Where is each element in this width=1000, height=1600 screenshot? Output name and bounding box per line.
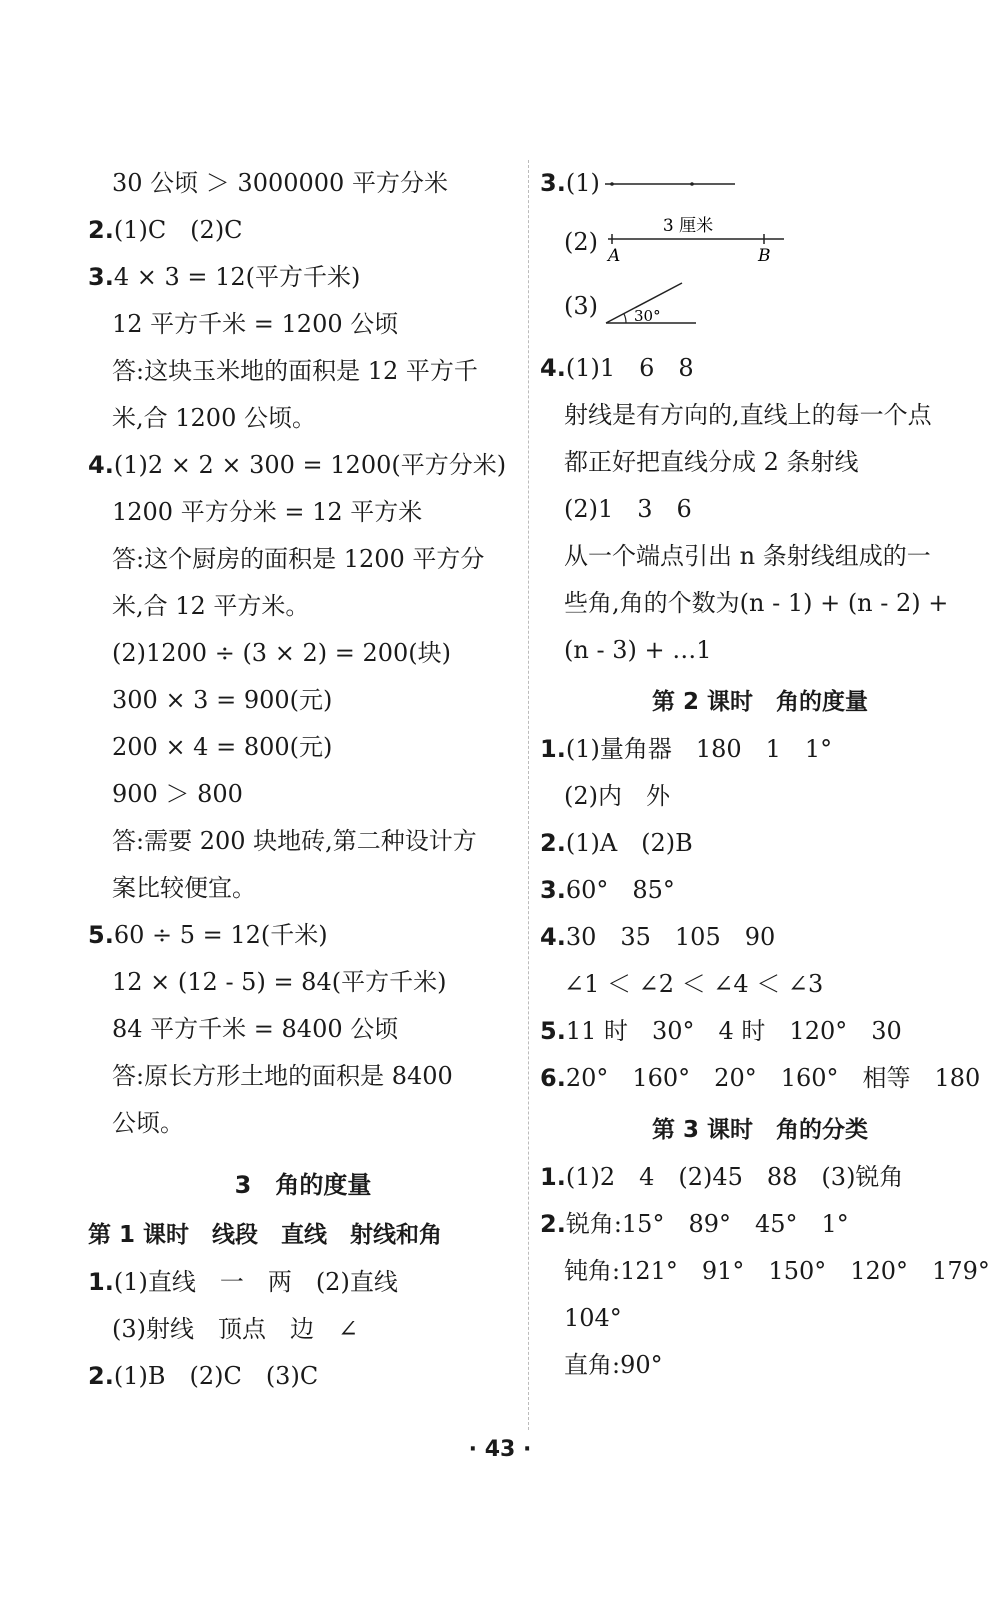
answer-line: 答:这块玉米地的面积是 12 平方千	[112, 357, 478, 385]
left-column	[88, 160, 518, 1400]
question-2	[540, 1201, 980, 1248]
question-number: 3.	[88, 263, 114, 291]
answer-line: 钝角:121° 91° 150° 120° 179°	[564, 1257, 990, 1285]
answer-text: (1)1 6 8	[565, 354, 694, 382]
question-5	[540, 1008, 980, 1055]
answer-line: 84 平方千米 = 8400 公顷	[112, 1015, 399, 1043]
question-number: 4.	[88, 451, 114, 479]
right-column	[540, 160, 990, 1389]
answer-line: ∠1 ＜ ∠2 ＜ ∠4 ＜ ∠3	[564, 970, 824, 998]
point-a-label: A	[608, 246, 621, 266]
question-2	[540, 820, 980, 867]
segment-length-label: 3 厘米	[662, 216, 714, 236]
answer-text: 20° 160° 20° 160° 相等 180	[565, 1064, 981, 1092]
question-2	[88, 207, 518, 254]
question-number: 2.	[540, 829, 566, 857]
question-number: 5.	[88, 921, 114, 949]
section-title: 3 角的度量	[234, 1171, 372, 1199]
answer-line: (n - 3) + …1	[564, 636, 712, 664]
answer-text: (1)	[565, 169, 600, 197]
answer-line: 米,合 12 平方米。	[112, 592, 310, 620]
answer-line: 300 × 3 = 900(元)	[112, 686, 333, 714]
answer-text: (1)A (2)B	[565, 829, 693, 857]
answer-line: 米,合 1200 公顷。	[112, 404, 316, 432]
answer-line: 直角:90°	[564, 1351, 663, 1379]
answer-line: 答:需要 200 块地砖,第二种设计方	[112, 827, 477, 855]
question-5	[88, 912, 518, 959]
question-number: 6.	[540, 1064, 566, 1092]
question-3	[540, 160, 980, 207]
answer-text: 60 ÷ 5 = 12(千米)	[113, 921, 328, 949]
answer-line: (2)1200 ÷ (3 × 2) = 200(块)	[112, 639, 451, 667]
answer-text: (1)2 4 (2)45 88 (3)锐角	[565, 1163, 904, 1191]
sub-label: (2)	[564, 228, 598, 256]
answer-line: 公顷。	[112, 1109, 184, 1137]
answer-line: 都正好把直线分成 2 条射线	[564, 448, 859, 476]
angle-arc	[624, 314, 626, 323]
answer-line: (2)1 3 6	[564, 495, 692, 523]
question-number: 2.	[540, 1210, 566, 1238]
question-4	[540, 914, 980, 961]
question-2	[88, 1353, 518, 1400]
answer-text: (1)直线 一 两 (2)直线	[113, 1268, 398, 1296]
question-number: 4.	[540, 923, 566, 951]
point-b-label: B	[758, 246, 771, 266]
answer-text: 60° 85°	[565, 876, 675, 904]
lesson-title: 第 1 课时 线段 直线 射线和角	[88, 1222, 443, 1248]
answer-text: 30 35 105 90	[565, 923, 776, 951]
answer-text: (1)量角器 180 1 1°	[565, 735, 833, 763]
question-number: 2.	[88, 1362, 114, 1390]
question-number: 3.	[540, 876, 566, 904]
question-3	[540, 867, 980, 914]
question-1	[540, 726, 980, 773]
line-figure	[600, 174, 740, 194]
lesson-title: 第 3 课时 角的分类	[651, 1117, 869, 1143]
question-number: 1.	[540, 735, 566, 763]
question-1	[88, 1259, 518, 1306]
answer-line: 从一个端点引出 n 条射线组成的一	[564, 542, 931, 570]
answer-line: (3)射线 顶点 边 ∠	[112, 1315, 359, 1343]
question-3	[88, 254, 518, 301]
question-number: 3.	[540, 169, 566, 197]
question-number: 4.	[540, 354, 566, 382]
question-4	[88, 442, 518, 489]
answer-line: 104°	[564, 1304, 622, 1332]
answer-text: 11 时 30° 4 时 120° 30	[565, 1017, 902, 1045]
answer-line: 些角,角的个数为(n - 1) + (n - 2) +	[564, 589, 949, 617]
answer-line: 1200 平方分米 = 12 平方米	[112, 498, 423, 526]
answer-line: 案比较便宜。	[112, 874, 256, 902]
answer-line: 射线是有方向的,直线上的每一个点	[564, 401, 932, 429]
question-number: 5.	[540, 1017, 566, 1045]
angle-row	[540, 277, 980, 345]
answer-text: (1)B (2)C (3)C	[113, 1362, 319, 1390]
answer-text: 锐角:15° 89° 45° 1°	[565, 1210, 849, 1238]
question-number: 1.	[88, 1268, 114, 1296]
answer-text: 4 × 3 = 12(平方千米)	[113, 263, 361, 291]
answer-text: (1)C (2)C	[113, 216, 243, 244]
answer-line: 12 平方千米 = 1200 公顷	[112, 310, 399, 338]
question-number: 2.	[88, 216, 114, 244]
question-4	[540, 345, 980, 392]
sub-label: (3)	[564, 292, 598, 320]
answer-line: 900 ＞ 800	[112, 780, 243, 808]
line-point	[610, 182, 614, 186]
page-number: · 43 ·	[468, 1437, 532, 1462]
segment-figure	[604, 207, 794, 267]
line-point	[690, 182, 694, 186]
answer-text: (1)2 × 2 × 300 = 1200(平方分米)	[113, 451, 507, 479]
column-divider	[528, 160, 529, 1430]
answer-line: 答:这个厨房的面积是 1200 平方分	[112, 545, 485, 573]
answer-line: 30 公顷 ＞ 3000000 平方分米	[112, 169, 448, 197]
answer-line: (2)内 外	[564, 782, 670, 810]
answer-line: 答:原长方形土地的面积是 8400	[112, 1062, 453, 1090]
angle-label: 30°	[634, 307, 661, 325]
question-6	[540, 1055, 980, 1102]
question-1	[540, 1154, 980, 1201]
lesson-title: 第 2 课时 角的度量	[651, 689, 869, 715]
answer-line: 12 × (12 - 5) = 84(平方千米)	[112, 968, 447, 996]
question-number: 1.	[540, 1163, 566, 1191]
segment-row	[540, 207, 980, 277]
answer-line: 200 × 4 = 800(元)	[112, 733, 333, 761]
angle-figure	[604, 279, 704, 329]
